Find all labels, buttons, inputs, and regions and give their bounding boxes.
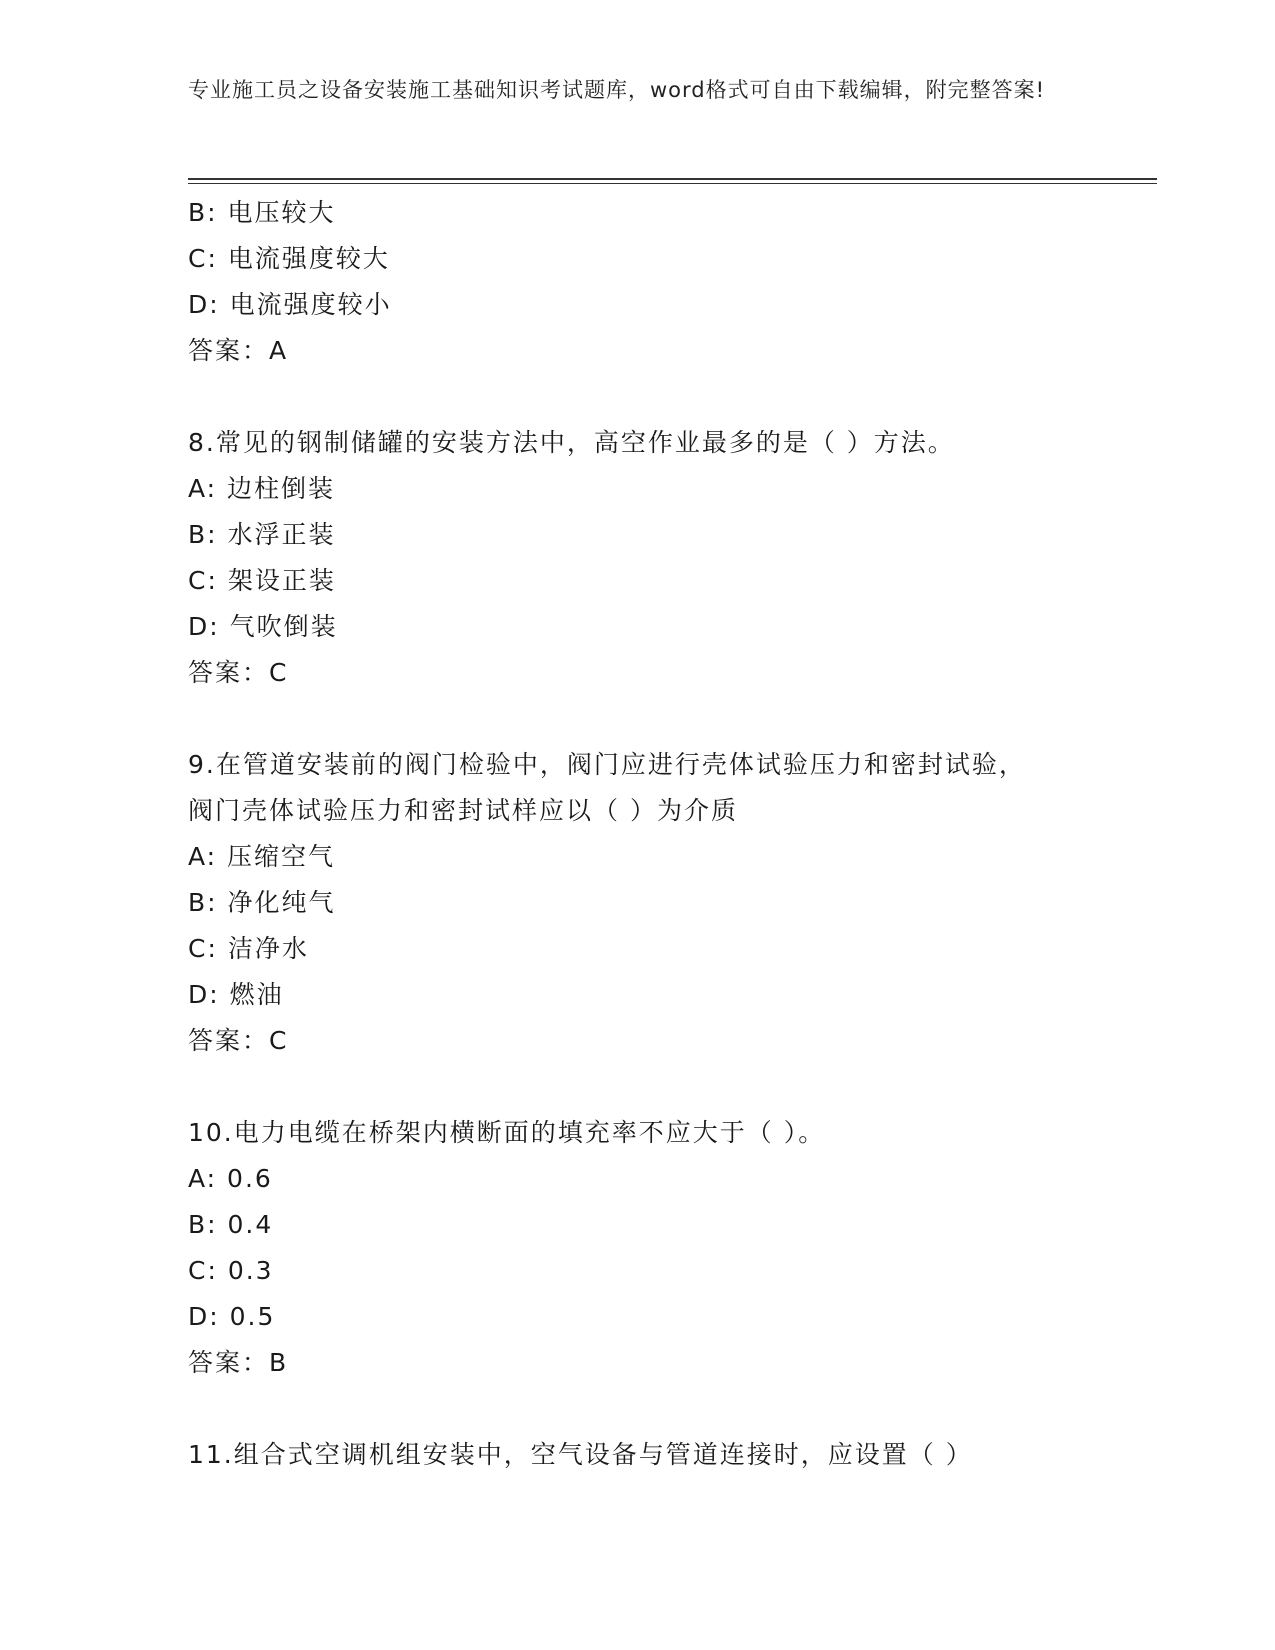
option-d: D: 电流强度较小 bbox=[188, 290, 392, 319]
option-b: B: 电压较大 bbox=[188, 198, 336, 227]
option-d: D: 燃油 bbox=[188, 980, 284, 1009]
question-10 bbox=[188, 1110, 1148, 1386]
option-c: C: 电流强度较大 bbox=[188, 244, 390, 273]
document-header bbox=[188, 72, 1068, 108]
option-a: A: 0.6 bbox=[188, 1164, 273, 1193]
question-9 bbox=[188, 742, 1148, 1064]
option-b: B: 0.4 bbox=[188, 1210, 274, 1239]
question-11 bbox=[188, 1432, 1148, 1478]
option-d: D: 0.5 bbox=[188, 1302, 276, 1331]
option-c: C: 0.3 bbox=[188, 1256, 274, 1285]
option-b: B: 净化纯气 bbox=[188, 888, 336, 917]
answer: 答案：B bbox=[188, 1348, 289, 1377]
option-c: C: 洁净水 bbox=[188, 934, 309, 963]
option-b: B: 水浮正装 bbox=[188, 520, 336, 549]
option-d: D: 气吹倒装 bbox=[188, 612, 338, 641]
answer: 答案：C bbox=[188, 1026, 289, 1055]
question-stem: 9.在管道安装前的阀门检验中，阀门应进行壳体试验压力和密封试验，阀门壳体试验压力和密封试样应以（ ）为介质 bbox=[188, 750, 1026, 825]
answer: 答案：C bbox=[188, 658, 289, 687]
question-stem: 8.常见的钢制储罐的安装方法中，高空作业最多的是（ ）方法。 bbox=[188, 428, 955, 457]
question-stem: 11.组合式空调机组安装中，空气设备与管道连接时，应设置（ ） bbox=[188, 1440, 973, 1469]
header-divider bbox=[188, 178, 1157, 180]
option-a: A: 边柱倒装 bbox=[188, 474, 336, 503]
question-list bbox=[188, 190, 1148, 1478]
question-stem: 10.电力电缆在桥架内横断面的填充率不应大于（ ）。 bbox=[188, 1118, 826, 1147]
header-title: 专业施工员之设备安装施工基础知识考试题库，word格式可自由下载编辑，附完整答案! bbox=[188, 78, 1046, 102]
answer: 答案：A bbox=[188, 336, 289, 365]
option-a: A: 压缩空气 bbox=[188, 842, 336, 871]
header-divider-thin bbox=[188, 183, 1157, 184]
option-c: C: 架设正装 bbox=[188, 566, 336, 595]
question-8 bbox=[188, 420, 1148, 696]
question-7-continued bbox=[188, 190, 1148, 374]
